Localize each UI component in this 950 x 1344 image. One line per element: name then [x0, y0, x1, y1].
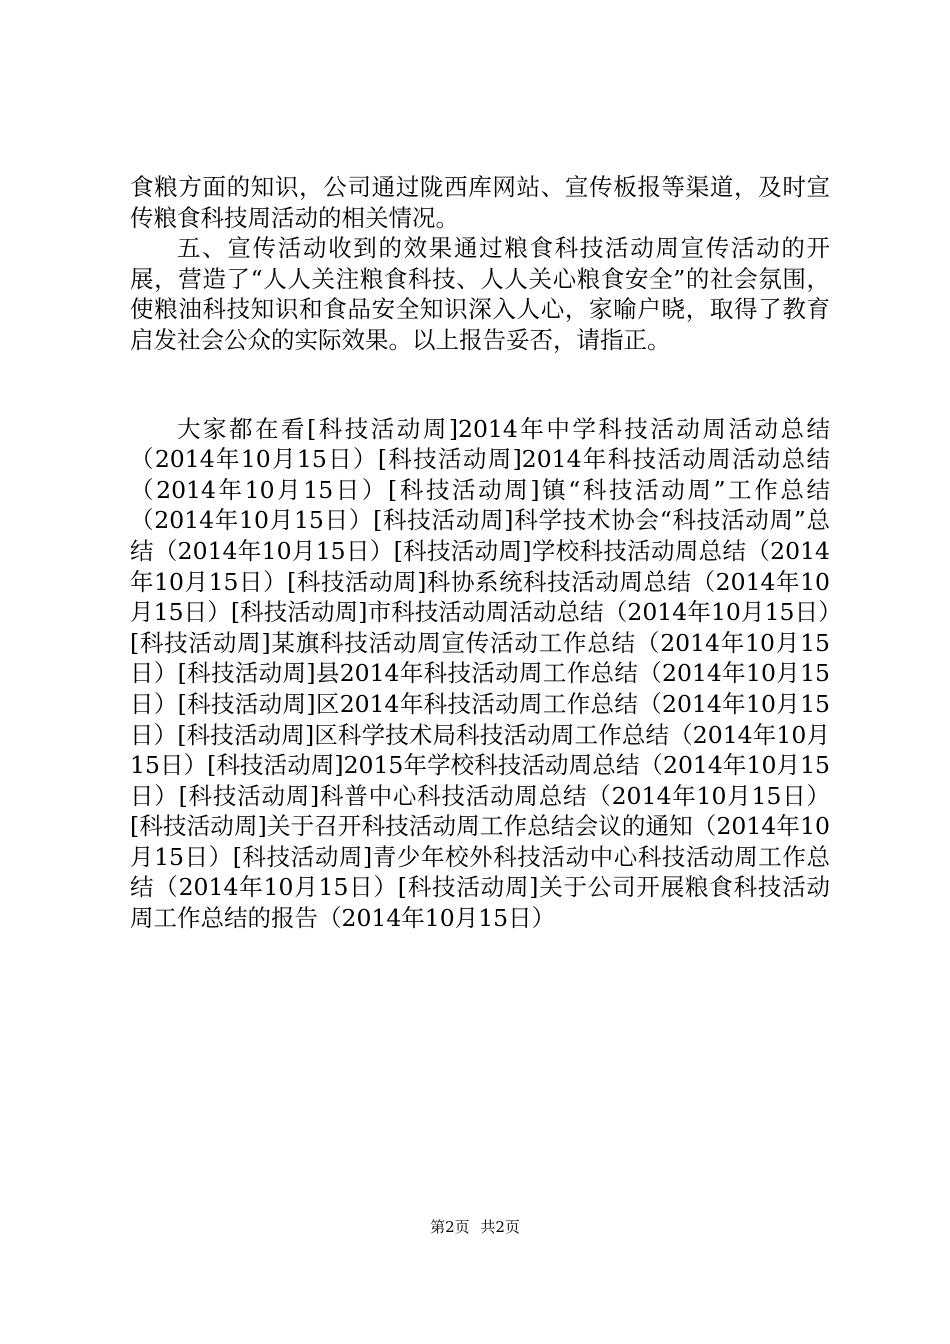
page-number: 第2页 [430, 1218, 470, 1236]
paragraph-spacer [130, 356, 830, 414]
paragraph-section-five: 五、宣传活动收到的效果通过粮食科技活动周宣传活动的开展，营造了“人人关注粮食科技、人人关心粮食安全”的社会氛围，使粮油科技知识和食品安全知识深入人心，家喻户晓，取得了教育启发社会公众的实际效果。以上报告妥否，请指正。 [130, 234, 830, 354]
paragraph-continuation: 食粮方面的知识，公司通过陇西库网站、宣传板报等渠道，及时宣传粮食科技周活动的相关情况。 [130, 173, 830, 232]
paragraph-related-articles: 大家都在看[科技活动周]2014年中学科技活动周活动总结（2014年10月15日）[科技活动周]2014年科技活动周活动总结（2014年10月15日）[科技活动周]镇“科技活动周”工作总结（2014年10月15日）[科技活动周]科学技术协会“科技活动周”总结（2014年10月15日）[科技活动周]学校科技活动周总结（2014年10月15日）[科技活动周]科协系统科技活动周总结（2014年10月15日）[科技活动周]市科技活动周活动总结（2014年10月15日）[科技活动周]某旗科技活动周宣传活动工作总结（2014年10月15日）[科技活动周]县2014年科技活动周工作总结（2014年10月15日）[科技活动周]区2014年科技活动周工作总结（2014年10月15日）[科技活动周]区科学技术局科技活动周工作总结（2014年10月15日）[科技活动周]2015年学校科技活动周总结（2014年10月15日）[科技活动周]科普中心科技活动周总结（2014年10月15日）[科技活动周]关于召开科技活动周工作总结会议的通知（2014年10月15日）[科技活动周]青少年校外科技活动中心科技活动周工作总结（2014年10月15日）[科技活动周]关于公司开展粮食科技活动周工作总结的报告（2014年10月15日） [130, 414, 830, 933]
page-footer [0, 1216, 950, 1237]
page-total: 共2页 [480, 1218, 520, 1236]
document-body [130, 172, 830, 934]
